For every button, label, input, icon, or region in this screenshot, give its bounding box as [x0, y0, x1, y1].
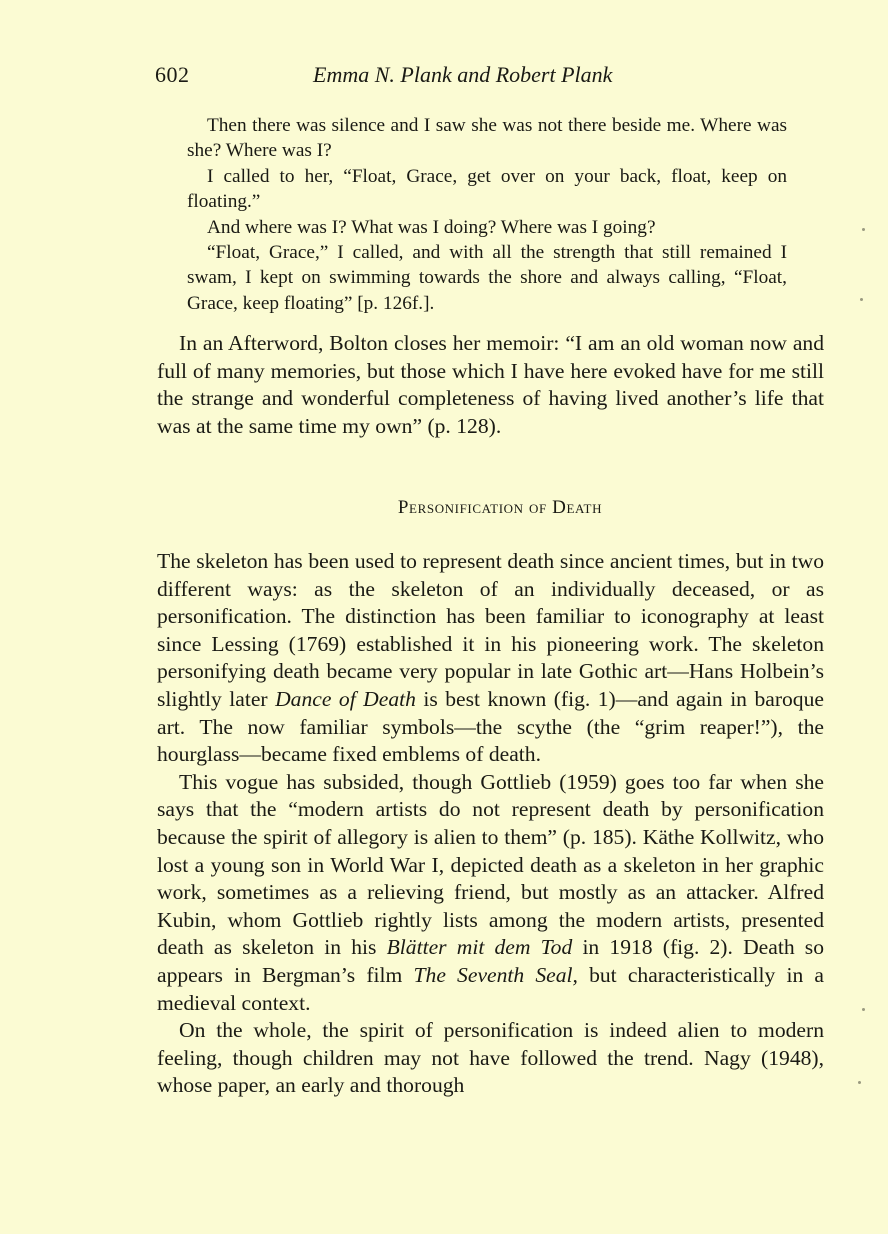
afterword-paragraph-block: [157, 330, 824, 440]
quote-paragraph: I called to her, “Float, Grace, get over on your back, float, keep on floating.”: [187, 165, 787, 213]
quote-paragraph: And where was I? What was I doing? Where was I going?: [207, 216, 656, 238]
afterword-paragraph: In an Afterword, Bolton closes her memoir: “I am an old woman now and full of many memories, but those which I have here evoked have for me still the strange and wonderful completeness of having lived another’s life that was at the same time my own” (p. 128).: [157, 331, 824, 438]
work-title: Dance of Death: [275, 686, 416, 711]
quote-paragraph: “Float, Grace,” I called, and with all the strength that still remained I swam, I kept on swimming towards the shore and always calling, “Float, Grace, keep floating” [p. 126f.].: [187, 242, 787, 314]
text-run: but characteristically in a medieval context.: [157, 962, 824, 1015]
page-number: 602: [155, 62, 190, 87]
text-run: in 1918 (fig. 2). Death so appears in Bergman’s film: [157, 935, 825, 987]
body-paragraph: On the whole, the spirit of personification is indeed alien to modern feeling, though children may not have followed the trend. Nagy (1948), whose paper, an early and thorough: [157, 1018, 824, 1098]
paper-speck: [862, 228, 865, 231]
text-run: This vogue has subsided, though Gottlieb (1959) goes too far when she says that the “modern artists do not represent death by personification because the spirit of allegory is alien to them” (p. 185). Käthe Kollwitz, who lost a young son in World War I, depicted death as a skeleton in her graphic work, sometimes as a relieving friend, but mostly as an attacker. Alfred Kubin, whom Gottlieb rightly lists among the modern artists, presented death as skeleton in his: [157, 769, 824, 960]
work-title: Blätter mit dem Tod: [386, 935, 573, 960]
section-body: [157, 548, 824, 1100]
text-run: The skeleton has been used to represent death since ancient times, but in two different ways: as the skeleton of an individually deceased, or as personification. The distinction has been familiar to iconography at least since Lessing (1769) established it in his pioneering work. The skeleton personifying death became very popular in late Gothic art—Hans Holbein’s slightly later: [157, 549, 824, 711]
quote-paragraph: Then there was silence and I saw she was not there beside me. Where was she? Where was I?: [187, 115, 787, 162]
section-heading: Personification of Death: [397, 497, 603, 518]
paper-speck: [860, 298, 863, 301]
block-quote: [187, 113, 787, 316]
paper-speck: [862, 1008, 865, 1011]
paper-speck: [858, 1081, 861, 1084]
work-title: The Seventh Seal,: [413, 962, 578, 987]
body-paragraph: [157, 769, 824, 1017]
running-head: [155, 62, 827, 92]
text-run: is best known (fig. 1)—and again in baroque art. The now familiar symbols—the scythe (the “grim reaper!”), the hourglass—became fixed emblems of death.: [157, 686, 824, 767]
running-title-authors: Emma N. Plank and Robert Plank: [313, 62, 613, 87]
body-paragraph: [157, 548, 824, 769]
